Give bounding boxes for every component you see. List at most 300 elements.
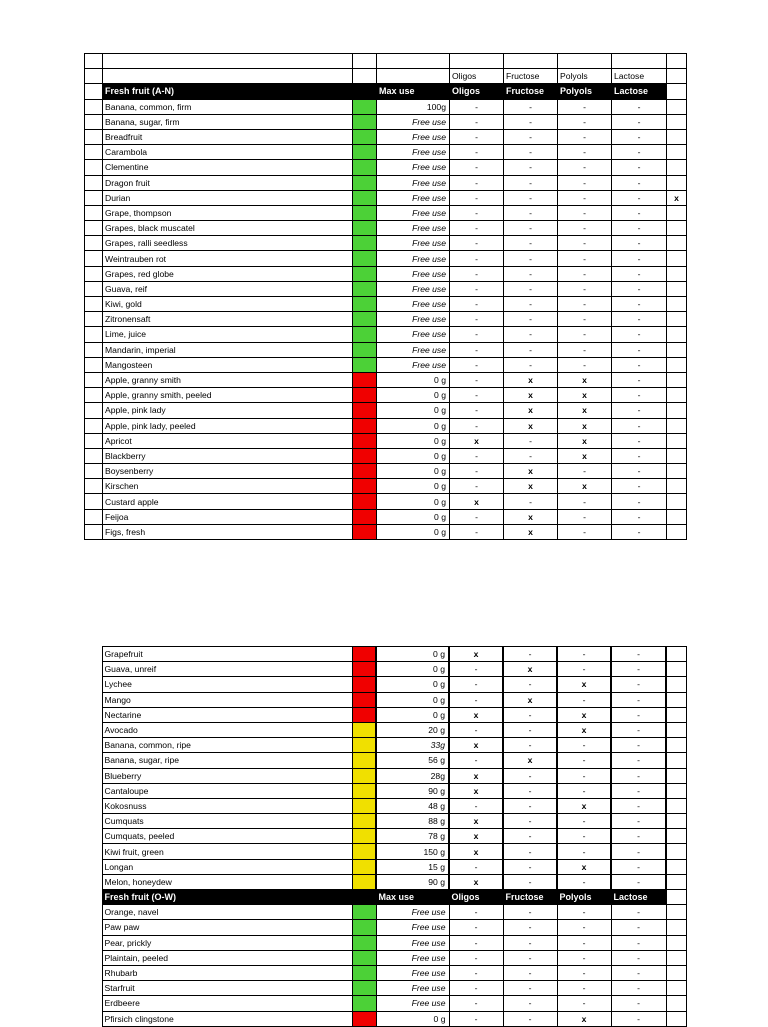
fruit-name[interactable]: Erdbeere — [102, 996, 352, 1011]
max-use-value[interactable]: Free use — [377, 145, 450, 160]
fruit-name[interactable]: Nectarine — [102, 707, 352, 722]
row-margin-cell[interactable] — [85, 342, 103, 357]
max-use-header[interactable]: Max use — [377, 84, 450, 99]
max-use-value[interactable]: 0 g — [377, 418, 450, 433]
extra-mark[interactable] — [667, 99, 687, 114]
fructose-mark[interactable]: x — [504, 418, 558, 433]
section-title[interactable]: Fresh fruit (A-N) — [103, 84, 353, 99]
extra-mark[interactable] — [667, 357, 687, 372]
oligos-mark[interactable]: - — [450, 464, 504, 479]
polyols-header[interactable]: Polyols — [557, 890, 611, 905]
polyols-mark[interactable]: - — [558, 281, 612, 296]
lactose-mark[interactable]: - — [612, 388, 667, 403]
row-margin-cell[interactable] — [84, 829, 102, 844]
fruit-name[interactable]: Grapes, black muscatel — [103, 221, 353, 236]
polyols-mark[interactable]: - — [557, 950, 611, 965]
max-use-value[interactable]: Free use — [377, 205, 450, 220]
polyols-mark[interactable]: - — [558, 190, 612, 205]
oligos-mark[interactable]: - — [449, 981, 503, 996]
row-margin-cell[interactable] — [84, 920, 102, 935]
oligos-mark[interactable]: x — [450, 433, 504, 448]
fructose-mark[interactable]: - — [504, 266, 558, 281]
fruit-name[interactable]: Banana, sugar, firm — [103, 114, 353, 129]
max-use-value[interactable]: Free use — [377, 114, 450, 129]
row-margin-cell[interactable] — [85, 297, 103, 312]
fruit-name[interactable]: Kirschen — [103, 479, 353, 494]
extra-mark[interactable] — [667, 448, 687, 463]
rating-swatch[interactable] — [352, 707, 376, 722]
oligos-mark[interactable]: x — [449, 829, 503, 844]
fructose-mark[interactable]: - — [504, 494, 558, 509]
rating-swatch[interactable] — [352, 647, 376, 662]
fruit-name[interactable]: Banana, common, firm — [103, 99, 353, 114]
polyols-mark[interactable]: - — [558, 342, 612, 357]
oligos-mark[interactable]: - — [450, 297, 504, 312]
max-use-value[interactable]: Free use — [376, 920, 449, 935]
fruit-name[interactable]: Feijoa — [103, 509, 353, 524]
oligos-mark[interactable]: - — [449, 920, 503, 935]
lactose-header[interactable]: Lactose — [612, 84, 667, 99]
lactose-mark[interactable]: - — [612, 281, 667, 296]
polyols-mark[interactable]: - — [558, 175, 612, 190]
polyols-mark[interactable]: - — [558, 205, 612, 220]
extra-mark[interactable] — [666, 996, 686, 1011]
fruit-name[interactable]: Starfruit — [102, 981, 352, 996]
fructose-mark[interactable]: - — [503, 677, 557, 692]
fructose-mark[interactable]: - — [503, 829, 557, 844]
extra-mark[interactable] — [666, 920, 686, 935]
fruit-name[interactable]: Apricot — [103, 433, 353, 448]
max-use-value[interactable]: 0 g — [377, 372, 450, 387]
lactose-mark[interactable]: - — [612, 418, 667, 433]
rating-swatch[interactable] — [352, 662, 376, 677]
lactose-mark[interactable]: - — [611, 1011, 666, 1026]
polyols-mark[interactable]: - — [557, 935, 611, 950]
rating-swatch[interactable] — [353, 266, 377, 281]
max-use-value[interactable]: 0 g — [377, 509, 450, 524]
rating-swatch[interactable] — [353, 448, 377, 463]
fructose-mark[interactable]: - — [504, 342, 558, 357]
max-use-value[interactable]: Free use — [377, 251, 450, 266]
fructose-mark[interactable]: - — [504, 129, 558, 144]
max-use-value[interactable]: Free use — [377, 190, 450, 205]
row-margin-cell[interactable] — [84, 647, 102, 662]
lactose-mark[interactable]: - — [612, 357, 667, 372]
oligos-header[interactable]: Oligos — [449, 890, 503, 905]
polyols-label[interactable]: Polyols — [558, 69, 612, 84]
fructose-mark[interactable]: - — [503, 859, 557, 874]
oligos-mark[interactable]: - — [450, 266, 504, 281]
max-use-value[interactable]: 100g — [377, 99, 450, 114]
oligos-mark[interactable]: - — [449, 965, 503, 980]
max-use-value[interactable]: Free use — [376, 905, 449, 920]
extra-mark[interactable] — [666, 798, 686, 813]
max-use-value[interactable]: 0 g — [376, 692, 449, 707]
max-use-value[interactable]: Free use — [376, 965, 449, 980]
oligos-mark[interactable]: - — [449, 859, 503, 874]
max-use-value[interactable]: Free use — [377, 221, 450, 236]
polyols-mark[interactable]: - — [558, 266, 612, 281]
polyols-mark[interactable]: - — [558, 99, 612, 114]
polyols-mark[interactable]: x — [558, 448, 612, 463]
fructose-mark[interactable]: - — [504, 145, 558, 160]
fructose-mark[interactable]: x — [503, 753, 557, 768]
fruit-name[interactable]: Durian — [103, 190, 353, 205]
extra-mark[interactable] — [667, 327, 687, 342]
lactose-mark[interactable]: - — [611, 707, 666, 722]
max-use-header[interactable]: Max use — [376, 890, 449, 905]
rating-swatch[interactable] — [352, 844, 376, 859]
polyols-mark[interactable]: - — [558, 464, 612, 479]
fruit-name[interactable]: Lychee — [102, 677, 352, 692]
lactose-mark[interactable]: - — [612, 448, 667, 463]
extra-mark[interactable] — [667, 479, 687, 494]
oligos-mark[interactable]: - — [449, 905, 503, 920]
rating-swatch[interactable] — [353, 372, 377, 387]
fruit-name[interactable]: Grape, thompson — [103, 205, 353, 220]
max-use-value[interactable]: Free use — [377, 129, 450, 144]
fruit-name[interactable]: Grapes, ralli seedless — [103, 236, 353, 251]
polyols-mark[interactable]: x — [557, 1011, 611, 1026]
extra-mark[interactable] — [666, 829, 686, 844]
max-use-value[interactable]: 88 g — [376, 814, 449, 829]
polyols-mark[interactable]: - — [558, 129, 612, 144]
fructose-mark[interactable]: - — [503, 738, 557, 753]
fructose-mark[interactable]: x — [504, 403, 558, 418]
fruit-name[interactable]: Pfirsich clingstone — [102, 1011, 352, 1026]
lactose-mark[interactable]: - — [612, 297, 667, 312]
rating-swatch[interactable] — [352, 798, 376, 813]
polyols-mark[interactable]: - — [557, 662, 611, 677]
lactose-mark[interactable]: - — [612, 99, 667, 114]
fruit-name[interactable]: Cumquats — [102, 814, 352, 829]
fructose-mark[interactable]: - — [503, 768, 557, 783]
max-use-value[interactable]: 33g — [376, 738, 449, 753]
polyols-mark[interactable]: - — [558, 524, 612, 539]
fructose-mark[interactable]: - — [503, 950, 557, 965]
fruit-name[interactable]: Grapes, red globe — [103, 266, 353, 281]
max-use-value[interactable]: 90 g — [376, 783, 449, 798]
max-use-value[interactable]: 0 g — [376, 647, 449, 662]
extra-mark[interactable] — [666, 707, 686, 722]
rating-swatch[interactable] — [352, 965, 376, 980]
oligos-mark[interactable]: - — [450, 479, 504, 494]
extra-mark[interactable] — [666, 753, 686, 768]
lactose-mark[interactable]: - — [611, 965, 666, 980]
extra-mark[interactable] — [666, 677, 686, 692]
max-use-value[interactable]: Free use — [377, 342, 450, 357]
polyols-mark[interactable]: - — [557, 692, 611, 707]
oligos-mark[interactable]: - — [449, 662, 503, 677]
lactose-mark[interactable]: - — [612, 312, 667, 327]
extra-mark[interactable] — [667, 175, 687, 190]
row-margin-cell[interactable] — [85, 236, 103, 251]
lactose-mark[interactable]: - — [612, 114, 667, 129]
fruit-name[interactable]: Paw paw — [102, 920, 352, 935]
lactose-mark[interactable]: - — [611, 829, 666, 844]
lactose-mark[interactable]: - — [611, 905, 666, 920]
lactose-mark[interactable]: - — [612, 464, 667, 479]
max-use-value[interactable]: 0 g — [377, 479, 450, 494]
rating-swatch[interactable] — [353, 205, 377, 220]
polyols-mark[interactable]: - — [558, 312, 612, 327]
rating-swatch[interactable] — [353, 357, 377, 372]
extra-mark[interactable] — [667, 297, 687, 312]
fruit-name[interactable]: Mango — [102, 692, 352, 707]
max-use-value[interactable]: 20 g — [376, 722, 449, 737]
polyols-mark[interactable]: - — [557, 829, 611, 844]
extra-mark[interactable]: x — [667, 190, 687, 205]
oligos-mark[interactable]: - — [450, 524, 504, 539]
max-use-value[interactable]: 0 g — [376, 1011, 449, 1026]
extra-mark[interactable] — [666, 722, 686, 737]
fructose-mark[interactable]: - — [504, 327, 558, 342]
lactose-mark[interactable]: - — [611, 814, 666, 829]
max-use-value[interactable]: 150 g — [376, 844, 449, 859]
fructose-label[interactable]: Fructose — [504, 69, 558, 84]
rating-swatch[interactable] — [352, 753, 376, 768]
oligos-mark[interactable]: x — [449, 844, 503, 859]
fruit-name[interactable]: Mangosteen — [103, 357, 353, 372]
row-margin-cell[interactable] — [85, 312, 103, 327]
oligos-mark[interactable]: - — [450, 448, 504, 463]
extra-mark[interactable] — [667, 221, 687, 236]
lactose-mark[interactable]: - — [612, 494, 667, 509]
extra-mark[interactable] — [667, 205, 687, 220]
max-use-value[interactable]: 56 g — [376, 753, 449, 768]
extra-mark[interactable] — [666, 647, 686, 662]
row-margin-cell[interactable] — [85, 145, 103, 160]
rating-swatch[interactable] — [353, 114, 377, 129]
row-margin-cell[interactable] — [85, 448, 103, 463]
extra-mark[interactable] — [666, 662, 686, 677]
oligos-mark[interactable]: - — [450, 327, 504, 342]
rating-swatch[interactable] — [353, 145, 377, 160]
max-use-value[interactable]: Free use — [377, 281, 450, 296]
fructose-mark[interactable]: - — [504, 160, 558, 175]
polyols-mark[interactable]: x — [558, 372, 612, 387]
rating-swatch[interactable] — [352, 692, 376, 707]
oligos-mark[interactable]: - — [450, 205, 504, 220]
row-margin-cell[interactable] — [84, 890, 102, 905]
lactose-label[interactable]: Lactose — [612, 69, 667, 84]
rating-swatch[interactable] — [353, 403, 377, 418]
extra-mark[interactable] — [667, 266, 687, 281]
polyols-mark[interactable]: - — [557, 965, 611, 980]
extra-mark[interactable] — [666, 905, 686, 920]
max-use-value[interactable]: 0 g — [376, 707, 449, 722]
section-title[interactable]: Fresh fruit (O-W) — [102, 890, 352, 905]
max-use-value[interactable]: Free use — [377, 236, 450, 251]
lactose-mark[interactable]: - — [612, 160, 667, 175]
polyols-mark[interactable]: - — [557, 647, 611, 662]
lactose-mark[interactable]: - — [612, 221, 667, 236]
fruit-name[interactable]: Pear, prickly — [102, 935, 352, 950]
fruit-name[interactable]: Kiwi, gold — [103, 297, 353, 312]
row-margin-cell[interactable] — [85, 403, 103, 418]
polyols-mark[interactable]: - — [557, 981, 611, 996]
fruit-name[interactable]: Kokosnuss — [102, 798, 352, 813]
fructose-header[interactable]: Fructose — [503, 890, 557, 905]
fructose-mark[interactable]: - — [504, 297, 558, 312]
fruit-name[interactable]: Dragon fruit — [103, 175, 353, 190]
row-margin-cell[interactable] — [84, 950, 102, 965]
row-margin-cell[interactable] — [85, 160, 103, 175]
oligos-mark[interactable]: - — [450, 114, 504, 129]
rating-swatch[interactable] — [353, 464, 377, 479]
row-margin-cell[interactable] — [85, 464, 103, 479]
fructose-mark[interactable]: - — [503, 844, 557, 859]
fructose-mark[interactable]: - — [504, 221, 558, 236]
oligos-mark[interactable]: - — [449, 996, 503, 1011]
row-margin-cell[interactable] — [85, 205, 103, 220]
row-margin-cell[interactable] — [84, 996, 102, 1011]
row-margin-cell[interactable] — [85, 357, 103, 372]
polyols-mark[interactable]: - — [557, 844, 611, 859]
oligos-mark[interactable]: - — [450, 175, 504, 190]
fruit-name[interactable]: Boysenberry — [103, 464, 353, 479]
row-margin-cell[interactable] — [84, 783, 102, 798]
row-margin-cell[interactable] — [84, 753, 102, 768]
lactose-mark[interactable]: - — [611, 768, 666, 783]
max-use-value[interactable]: 0 g — [377, 448, 450, 463]
max-use-value[interactable]: Free use — [377, 160, 450, 175]
polyols-mark[interactable]: x — [558, 479, 612, 494]
fructose-mark[interactable]: - — [503, 1011, 557, 1026]
lactose-mark[interactable]: - — [611, 798, 666, 813]
oligos-mark[interactable]: - — [450, 509, 504, 524]
extra-mark[interactable] — [666, 738, 686, 753]
fruit-name[interactable]: Apple, granny smith, peeled — [103, 388, 353, 403]
rating-swatch[interactable] — [353, 312, 377, 327]
lactose-mark[interactable]: - — [611, 722, 666, 737]
fructose-mark[interactable]: - — [503, 783, 557, 798]
fructose-mark[interactable]: - — [504, 433, 558, 448]
max-use-value[interactable]: Free use — [377, 327, 450, 342]
fruit-name[interactable]: Mandarin, imperial — [103, 342, 353, 357]
fructose-mark[interactable]: x — [504, 479, 558, 494]
max-use-value[interactable]: Free use — [377, 357, 450, 372]
oligos-mark[interactable]: - — [449, 722, 503, 737]
max-use-value[interactable]: 0 g — [377, 388, 450, 403]
fruit-name[interactable]: Guava, reif — [103, 281, 353, 296]
rating-swatch[interactable] — [353, 388, 377, 403]
oligos-mark[interactable]: x — [449, 814, 503, 829]
lactose-mark[interactable]: - — [612, 236, 667, 251]
rating-swatch[interactable] — [352, 874, 376, 889]
row-margin-cell[interactable] — [85, 509, 103, 524]
fruit-name[interactable]: Rhubarb — [102, 965, 352, 980]
rating-swatch[interactable] — [352, 859, 376, 874]
fruit-name[interactable]: Apple, pink lady — [103, 403, 353, 418]
row-margin-cell[interactable] — [85, 388, 103, 403]
lactose-mark[interactable]: - — [611, 662, 666, 677]
extra-mark[interactable] — [666, 814, 686, 829]
lactose-mark[interactable]: - — [611, 692, 666, 707]
row-margin-cell[interactable] — [84, 981, 102, 996]
extra-mark[interactable] — [666, 935, 686, 950]
row-margin-cell[interactable] — [84, 722, 102, 737]
row-margin-cell[interactable] — [84, 874, 102, 889]
row-margin-cell[interactable] — [84, 662, 102, 677]
row-margin-cell[interactable] — [84, 859, 102, 874]
lactose-mark[interactable]: - — [612, 266, 667, 281]
fructose-mark[interactable]: - — [503, 798, 557, 813]
fructose-mark[interactable]: - — [503, 814, 557, 829]
row-margin-cell[interactable] — [85, 129, 103, 144]
oligos-mark[interactable]: - — [450, 221, 504, 236]
fructose-mark[interactable]: - — [504, 175, 558, 190]
extra-mark[interactable] — [667, 342, 687, 357]
row-margin-cell[interactable] — [85, 524, 103, 539]
row-margin-cell[interactable] — [84, 798, 102, 813]
fructose-mark[interactable]: - — [503, 935, 557, 950]
fructose-mark[interactable]: - — [503, 996, 557, 1011]
rating-swatch[interactable] — [353, 327, 377, 342]
lactose-mark[interactable]: - — [612, 479, 667, 494]
polyols-mark[interactable]: - — [558, 145, 612, 160]
rating-swatch[interactable] — [353, 494, 377, 509]
row-margin-cell[interactable] — [84, 965, 102, 980]
lactose-mark[interactable]: - — [611, 874, 666, 889]
max-use-value[interactable]: 0 g — [376, 662, 449, 677]
oligos-mark[interactable]: - — [449, 935, 503, 950]
max-use-value[interactable]: 0 g — [377, 403, 450, 418]
oligos-mark[interactable]: - — [450, 281, 504, 296]
rating-swatch[interactable] — [352, 996, 376, 1011]
rating-swatch[interactable] — [352, 905, 376, 920]
rating-swatch[interactable] — [352, 981, 376, 996]
max-use-value[interactable]: 0 g — [377, 524, 450, 539]
extra-mark[interactable] — [667, 251, 687, 266]
rating-swatch[interactable] — [353, 251, 377, 266]
rating-swatch[interactable] — [352, 783, 376, 798]
extra-mark[interactable] — [667, 464, 687, 479]
polyols-mark[interactable]: - — [558, 221, 612, 236]
lactose-mark[interactable]: - — [612, 327, 667, 342]
fructose-mark[interactable]: x — [504, 509, 558, 524]
max-use-value[interactable]: Free use — [377, 175, 450, 190]
fructose-mark[interactable]: - — [503, 965, 557, 980]
polyols-mark[interactable]: - — [558, 327, 612, 342]
lactose-mark[interactable]: - — [611, 844, 666, 859]
extra-mark[interactable] — [667, 114, 687, 129]
oligos-mark[interactable]: x — [449, 768, 503, 783]
polyols-mark[interactable]: x — [557, 859, 611, 874]
extra-mark[interactable] — [667, 145, 687, 160]
oligos-mark[interactable]: - — [450, 129, 504, 144]
lactose-mark[interactable]: - — [612, 524, 667, 539]
rating-swatch[interactable] — [353, 342, 377, 357]
row-margin-cell[interactable] — [84, 905, 102, 920]
row-margin-cell[interactable] — [85, 281, 103, 296]
fructose-mark[interactable]: x — [503, 662, 557, 677]
extra-mark[interactable] — [666, 692, 686, 707]
oligos-mark[interactable]: - — [449, 677, 503, 692]
fructose-mark[interactable]: - — [503, 722, 557, 737]
polyols-mark[interactable]: x — [558, 433, 612, 448]
extra-mark[interactable] — [667, 388, 687, 403]
max-use-value[interactable]: Free use — [376, 981, 449, 996]
fruit-name[interactable]: Orange, navel — [102, 905, 352, 920]
lactose-mark[interactable]: - — [611, 950, 666, 965]
lactose-mark[interactable]: - — [612, 372, 667, 387]
polyols-mark[interactable]: - — [557, 996, 611, 1011]
rating-swatch[interactable] — [353, 297, 377, 312]
extra-mark[interactable] — [666, 950, 686, 965]
extra-mark[interactable] — [666, 965, 686, 980]
fructose-mark[interactable]: - — [504, 357, 558, 372]
